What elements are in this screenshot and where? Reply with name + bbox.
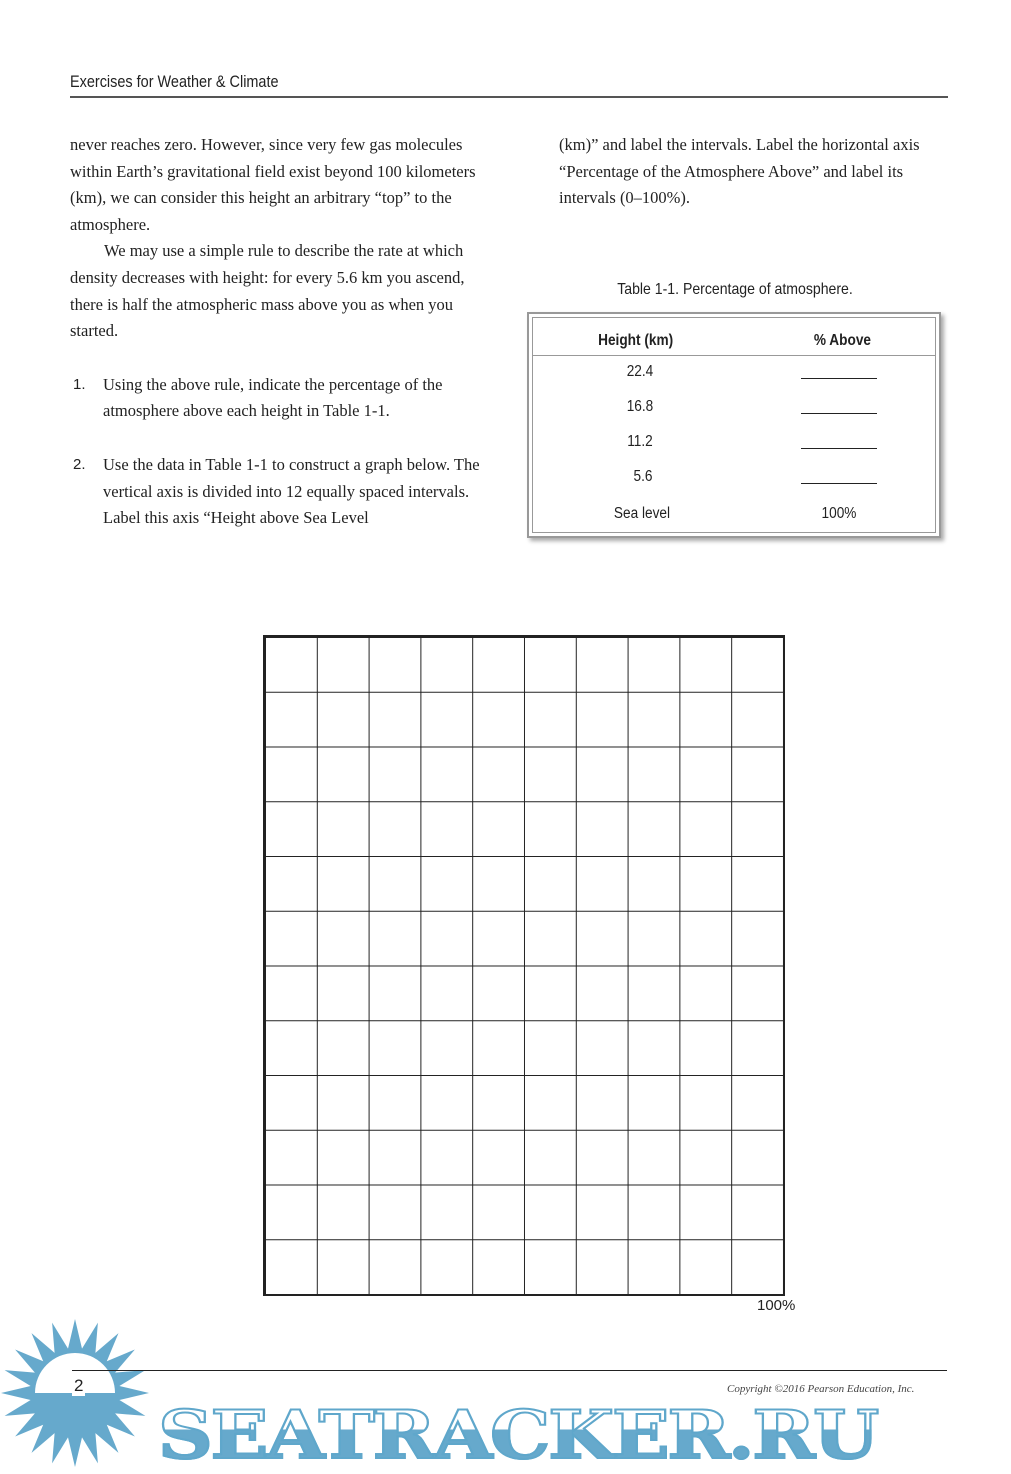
- table-caption: Table 1-1. Percentage of atmosphere.: [617, 281, 853, 298]
- item-text: Use the data in Table 1-1 to construct a graph below. The vertical axis is divided into 12 equally spaced intervals. Label this axis “Height above Sea Level: [103, 454, 480, 528]
- height-cell: 22.4: [626, 363, 654, 380]
- paragraph: never reaches zero. However, since very few gas molecules within Earth’s gravitational field exist beyond 100 kilometers (km), we can consider this height an arbitrary “top” to the atmosphere.: [70, 135, 476, 234]
- answer-blank[interactable]: [801, 448, 877, 449]
- height-cell: Sea level: [613, 505, 671, 522]
- x-axis-end-label: 100%: [757, 1297, 796, 1314]
- right-column: [559, 132, 951, 212]
- left-column: [70, 132, 490, 532]
- column-header-height: Height (km): [598, 332, 674, 349]
- answer-blank[interactable]: [801, 413, 877, 414]
- column-header-above: % Above: [813, 332, 871, 349]
- graph-grid[interactable]: [263, 635, 785, 1296]
- item-number: 1.: [73, 375, 86, 393]
- height-cell: 16.8: [626, 398, 654, 415]
- exercise-item: [70, 452, 490, 532]
- answer-blank[interactable]: [801, 378, 877, 379]
- paragraph: (km)” and label the intervals. Label the horizontal axis “Percentage of the Atmosphere Above” and label its intervals (0–100%).: [559, 135, 920, 208]
- answer-blank[interactable]: [801, 483, 877, 484]
- paragraph: We may use a simple rule to describe the rate at which density decreases with height: for every 5.6 km you ascend, there is half the atmospheric mass above you as when you started.: [70, 241, 465, 341]
- page-number: 2: [74, 1376, 84, 1395]
- running-header: [70, 72, 948, 98]
- header-divider: [533, 355, 935, 356]
- height-cell: 5.6: [633, 468, 653, 485]
- exercise-item: [70, 372, 490, 425]
- watermark: SEATRACKER.RU: [158, 1396, 877, 1474]
- item-number: 2.: [73, 455, 86, 473]
- above-cell: 100%: [821, 505, 857, 522]
- footer-rule: [72, 1370, 947, 1371]
- copyright: Copyright ©2016 Pearson Education, Inc.: [727, 1383, 915, 1395]
- header-title: Exercises for Weather & Climate: [70, 72, 279, 91]
- item-text: Using the above rule, indicate the percentage of the atmosphere above each height in Table 1-1.: [103, 374, 443, 421]
- height-cell: 11.2: [627, 433, 653, 450]
- data-table: [527, 312, 941, 538]
